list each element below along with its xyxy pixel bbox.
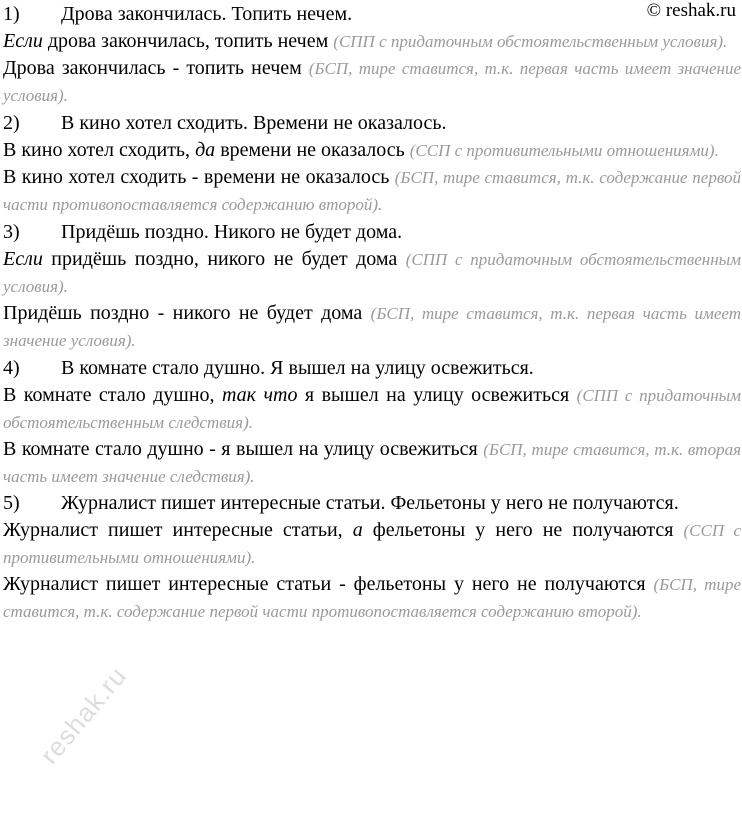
conjunction: так что (221, 384, 298, 406)
answer-note: (БСП, тире ставится, т.к. вторая часть имеет значение следствия). (3, 440, 741, 486)
answer-text: я вышел на улицу освежиться (297, 384, 577, 406)
answer-text: Журналист пишет интересные статьи - фельетоны у него не получаются (3, 573, 654, 595)
task-number: 5) (3, 492, 20, 514)
task-2 (3, 109, 741, 137)
answer-1-bsp (3, 55, 741, 109)
answer-text: Журналист пишет интересные статьи, (3, 519, 353, 541)
task-number: 4) (3, 357, 20, 379)
answer-text: Дрова закончилась - топить нечем (3, 57, 309, 79)
answer-text: В кино хотел сходить - времени не оказалось (3, 166, 395, 188)
answer-note: (СПП с придаточным обстоятельственным следствия). (3, 386, 742, 432)
task-text: Придёшь поздно. Никого не будет дома. (61, 221, 403, 243)
answer-5-ssp (3, 517, 741, 571)
answer-3-spp (3, 246, 741, 300)
watermark-text: © reshak.ru (646, 0, 736, 21)
answer-text: В комнате стало душно, (3, 384, 222, 406)
answer-3-bsp (3, 300, 741, 354)
task-text: Журналист пишет интересные статьи. Фельетоны у него не получаются. (61, 492, 679, 514)
task-number: 1) (3, 3, 20, 25)
answer-note: (БСП, тире ставится, т.к. первая часть имеет значение условия). (3, 304, 741, 350)
answer-2-ssp (3, 137, 741, 164)
answer-note: (ССП с противительными отношениями). (409, 141, 719, 160)
exercise-answers (3, 0, 741, 625)
answer-text: дрова закончилась, топить нечем (42, 30, 334, 52)
task-number: 3) (3, 221, 20, 243)
conjunction: да (195, 139, 216, 161)
answer-note: (БСП, тире ставится, т.к. содержание первой части противопоставляется содержанию второй). (3, 168, 741, 214)
answer-note: (СПП с придаточным обстоятельственным условия). (3, 250, 741, 296)
answer-4-bsp (3, 436, 741, 490)
conjunction: Если (3, 30, 43, 52)
answer-text: Придёшь поздно - никого не будет дома (3, 302, 371, 324)
conjunction: а (352, 519, 363, 541)
task-1 (3, 0, 741, 28)
answer-text: фельетоны у него не получаются (362, 519, 684, 541)
answer-note: (БСП, тире ставится, т.к. первая часть имеет значение условия). (3, 59, 742, 105)
task-5 (3, 490, 741, 517)
answer-1-spp (3, 28, 741, 55)
answer-text: придёшь поздно, никого не будет дома (42, 248, 406, 270)
answer-note: (СПП с придаточным обстоятельственным условия). (333, 32, 728, 51)
diagonal-watermark: reshak.ru (34, 660, 133, 770)
answer-4-spp (3, 382, 741, 436)
answer-note: (БСП, тире ставится, т.к. содержание первой части противопоставляется содержанию второй). (3, 575, 741, 621)
task-text: В кино хотел сходить. Времени не оказалось. (61, 112, 447, 134)
task-4 (3, 354, 741, 382)
task-number: 2) (3, 112, 20, 134)
task-text: В комнате стало душно. Я вышел на улицу освежиться. (61, 357, 534, 379)
conjunction: Если (3, 248, 43, 270)
answer-2-bsp (3, 164, 741, 218)
answer-text: времени не оказалось (215, 139, 410, 161)
answer-text: В комнате стало душно - я вышел на улицу освежиться (3, 438, 484, 460)
answer-5-bsp (3, 571, 741, 625)
answer-note: (ССП с противительными отношениями). (3, 521, 741, 567)
task-text: Дрова закончилась. Топить нечем. (61, 3, 353, 25)
answer-text: В кино хотел сходить, (3, 139, 196, 161)
task-3 (3, 218, 741, 246)
